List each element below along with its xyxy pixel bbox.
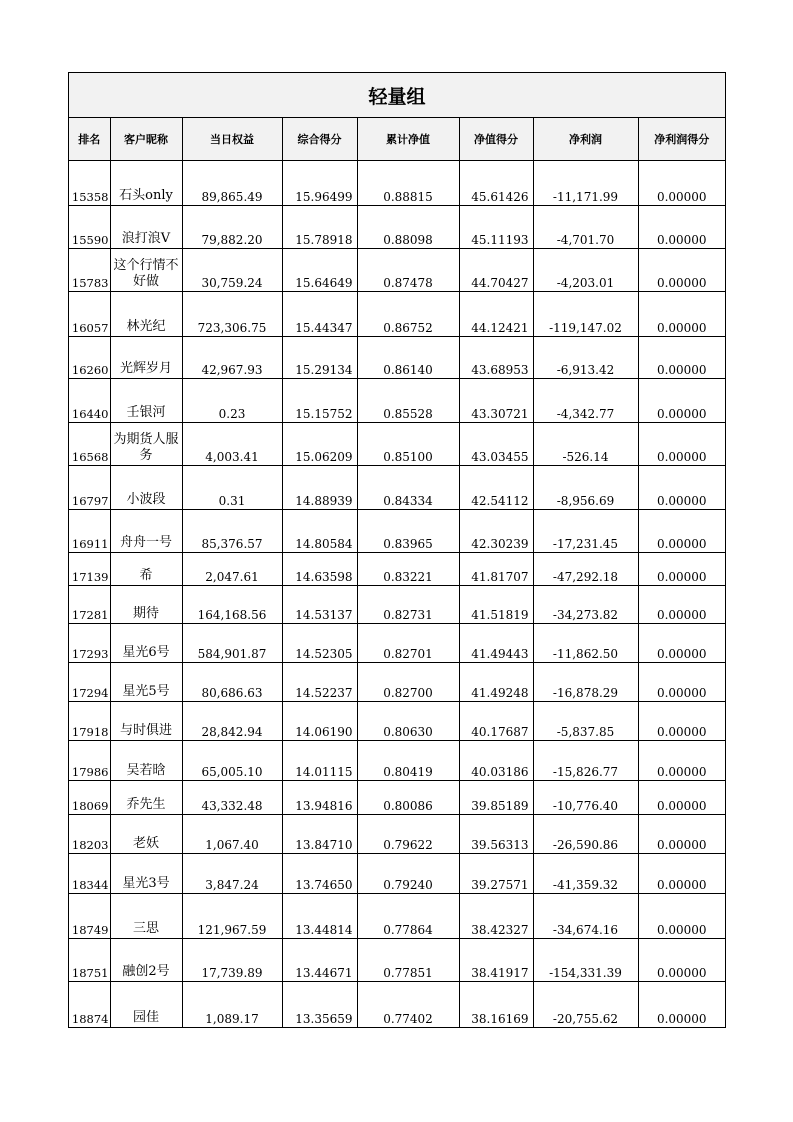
cell-rank: 18874 xyxy=(69,982,110,1027)
cell-score: 15.96499 xyxy=(282,161,357,206)
cell-nickname: 融创2号 xyxy=(110,939,182,982)
cell-profit-score: 0.00000 xyxy=(638,249,725,292)
cell-equity: 0.31 xyxy=(182,466,282,510)
cell-rank: 15358 xyxy=(69,161,110,206)
sheet-title: 轻量组 xyxy=(69,73,725,118)
cell-nav-score: 43.30721 xyxy=(459,379,533,423)
cell-equity: 1,089.17 xyxy=(182,982,282,1027)
cell-rank: 17139 xyxy=(69,553,110,586)
cell-nav: 0.84334 xyxy=(357,466,459,510)
cell-nav: 0.86752 xyxy=(357,292,459,337)
cell-equity: 723,306.75 xyxy=(182,292,282,337)
cell-score: 14.06190 xyxy=(282,702,357,741)
cell-profit: -526.14 xyxy=(533,423,638,466)
cell-profit: -16,878.29 xyxy=(533,663,638,702)
cell-nickname: 林光纪 xyxy=(110,292,182,337)
cell-rank: 18751 xyxy=(69,939,110,982)
table-row xyxy=(69,586,725,624)
cell-nav-score: 45.11193 xyxy=(459,206,533,249)
cell-nickname: 三思 xyxy=(110,894,182,939)
cell-equity: 17,739.89 xyxy=(182,939,282,982)
cell-profit-score: 0.00000 xyxy=(638,510,725,553)
cell-nav: 0.88815 xyxy=(357,161,459,206)
cell-nickname: 星光3号 xyxy=(110,854,182,894)
cell-nickname: 这个行情不好做 xyxy=(110,249,182,292)
cell-nav-score: 39.85189 xyxy=(459,781,533,815)
cell-nav: 0.80419 xyxy=(357,741,459,781)
table-row xyxy=(69,663,725,702)
cell-score: 13.84710 xyxy=(282,815,357,854)
table-row xyxy=(69,815,725,854)
cell-equity: 164,168.56 xyxy=(182,586,282,624)
table-header xyxy=(69,118,725,161)
table-row xyxy=(69,781,725,815)
cell-profit: -34,674.16 xyxy=(533,894,638,939)
cell-nickname: 为期货人服务 xyxy=(110,423,182,466)
table-row xyxy=(69,982,725,1027)
cell-score: 14.52237 xyxy=(282,663,357,702)
cell-nav-score: 40.17687 xyxy=(459,702,533,741)
cell-nav-score: 44.70427 xyxy=(459,249,533,292)
table-row xyxy=(69,466,725,510)
cell-score: 13.44814 xyxy=(282,894,357,939)
cell-rank: 16797 xyxy=(69,466,110,510)
header-nav: 累计净值 xyxy=(357,118,459,161)
cell-rank: 15783 xyxy=(69,249,110,292)
cell-rank: 16260 xyxy=(69,337,110,379)
cell-nav: 0.80086 xyxy=(357,781,459,815)
cell-nav: 0.83965 xyxy=(357,510,459,553)
cell-nav: 0.77402 xyxy=(357,982,459,1027)
cell-score: 14.63598 xyxy=(282,553,357,586)
cell-nickname: 吴若晗 xyxy=(110,741,182,781)
cell-nav-score: 45.61426 xyxy=(459,161,533,206)
cell-nav: 0.80630 xyxy=(357,702,459,741)
cell-equity: 85,376.57 xyxy=(182,510,282,553)
cell-nav-score: 43.68953 xyxy=(459,337,533,379)
cell-profit-score: 0.00000 xyxy=(638,781,725,815)
table-row xyxy=(69,292,725,337)
cell-profit-score: 0.00000 xyxy=(638,553,725,586)
header-row xyxy=(69,118,725,161)
cell-profit: -17,231.45 xyxy=(533,510,638,553)
cell-equity: 43,332.48 xyxy=(182,781,282,815)
cell-profit: -34,273.82 xyxy=(533,586,638,624)
cell-nav: 0.77864 xyxy=(357,894,459,939)
cell-nav-score: 39.56313 xyxy=(459,815,533,854)
cell-profit-score: 0.00000 xyxy=(638,586,725,624)
table-row xyxy=(69,553,725,586)
cell-score: 14.52305 xyxy=(282,624,357,663)
cell-nickname: 舟舟一号 xyxy=(110,510,182,553)
cell-nickname: 期待 xyxy=(110,586,182,624)
cell-score: 15.78918 xyxy=(282,206,357,249)
cell-nav-score: 41.49248 xyxy=(459,663,533,702)
cell-profit: -4,701.70 xyxy=(533,206,638,249)
cell-equity: 28,842.94 xyxy=(182,702,282,741)
cell-profit-score: 0.00000 xyxy=(638,741,725,781)
table-row xyxy=(69,894,725,939)
cell-profit: -47,292.18 xyxy=(533,553,638,586)
cell-nav-score: 39.27571 xyxy=(459,854,533,894)
cell-profit-score: 0.00000 xyxy=(638,663,725,702)
cell-profit-score: 0.00000 xyxy=(638,337,725,379)
cell-profit: -8,956.69 xyxy=(533,466,638,510)
cell-score: 13.44671 xyxy=(282,939,357,982)
cell-rank: 18069 xyxy=(69,781,110,815)
cell-equity: 79,882.20 xyxy=(182,206,282,249)
header-nav-score: 净值得分 xyxy=(459,118,533,161)
table-row xyxy=(69,161,725,206)
cell-nav-score: 40.03186 xyxy=(459,741,533,781)
cell-nickname: 光辉岁月 xyxy=(110,337,182,379)
cell-profit-score: 0.00000 xyxy=(638,423,725,466)
cell-rank: 16911 xyxy=(69,510,110,553)
cell-equity: 0.23 xyxy=(182,379,282,423)
cell-score: 14.01115 xyxy=(282,741,357,781)
cell-rank: 18749 xyxy=(69,894,110,939)
cell-nav-score: 41.81707 xyxy=(459,553,533,586)
table-row xyxy=(69,337,725,379)
cell-equity: 3,847.24 xyxy=(182,854,282,894)
cell-profit: -6,913.42 xyxy=(533,337,638,379)
cell-nav-score: 42.54112 xyxy=(459,466,533,510)
cell-rank: 15590 xyxy=(69,206,110,249)
cell-rank: 17918 xyxy=(69,702,110,741)
ranking-sheet xyxy=(68,72,726,1028)
cell-nickname: 星光5号 xyxy=(110,663,182,702)
cell-profit: -11,862.50 xyxy=(533,624,638,663)
cell-profit: -26,590.86 xyxy=(533,815,638,854)
cell-profit-score: 0.00000 xyxy=(638,206,725,249)
cell-profit: -154,331.39 xyxy=(533,939,638,982)
table-row xyxy=(69,423,725,466)
table-row xyxy=(69,624,725,663)
cell-profit-score: 0.00000 xyxy=(638,292,725,337)
cell-rank: 17294 xyxy=(69,663,110,702)
cell-score: 14.88939 xyxy=(282,466,357,510)
table-row xyxy=(69,510,725,553)
cell-rank: 17293 xyxy=(69,624,110,663)
cell-score: 13.94816 xyxy=(282,781,357,815)
cell-equity: 584,901.87 xyxy=(182,624,282,663)
header-equity: 当日权益 xyxy=(182,118,282,161)
cell-profit-score: 0.00000 xyxy=(638,624,725,663)
cell-profit: -15,826.77 xyxy=(533,741,638,781)
cell-nickname: 壬银河 xyxy=(110,379,182,423)
cell-profit: -4,342.77 xyxy=(533,379,638,423)
cell-rank: 16057 xyxy=(69,292,110,337)
cell-profit-score: 0.00000 xyxy=(638,379,725,423)
cell-profit-score: 0.00000 xyxy=(638,161,725,206)
cell-nav: 0.82731 xyxy=(357,586,459,624)
cell-nickname: 与时俱进 xyxy=(110,702,182,741)
cell-rank: 18344 xyxy=(69,854,110,894)
cell-profit: -10,776.40 xyxy=(533,781,638,815)
cell-profit-score: 0.00000 xyxy=(638,854,725,894)
cell-nickname: 老妖 xyxy=(110,815,182,854)
cell-nav: 0.85528 xyxy=(357,379,459,423)
cell-score: 13.35659 xyxy=(282,982,357,1027)
cell-score: 15.06209 xyxy=(282,423,357,466)
header-rank: 排名 xyxy=(69,118,110,161)
cell-rank: 16568 xyxy=(69,423,110,466)
cell-nav: 0.77851 xyxy=(357,939,459,982)
cell-profit: -41,359.32 xyxy=(533,854,638,894)
cell-profit: -119,147.02 xyxy=(533,292,638,337)
cell-nickname: 石头only xyxy=(110,161,182,206)
cell-nav-score: 44.12421 xyxy=(459,292,533,337)
header-nickname: 客户昵称 xyxy=(110,118,182,161)
cell-score: 15.64649 xyxy=(282,249,357,292)
cell-nickname: 希 xyxy=(110,553,182,586)
cell-equity: 4,003.41 xyxy=(182,423,282,466)
cell-nav: 0.82700 xyxy=(357,663,459,702)
cell-nickname: 星光6号 xyxy=(110,624,182,663)
cell-nickname: 园佳 xyxy=(110,982,182,1027)
table-row xyxy=(69,702,725,741)
cell-profit: -5,837.85 xyxy=(533,702,638,741)
cell-score: 13.74650 xyxy=(282,854,357,894)
cell-profit-score: 0.00000 xyxy=(638,466,725,510)
table-row xyxy=(69,206,725,249)
header-profit-score: 净利润得分 xyxy=(638,118,725,161)
cell-equity: 89,865.49 xyxy=(182,161,282,206)
cell-nav: 0.83221 xyxy=(357,553,459,586)
cell-rank: 17281 xyxy=(69,586,110,624)
cell-nav: 0.87478 xyxy=(357,249,459,292)
cell-rank: 16440 xyxy=(69,379,110,423)
cell-nav-score: 38.42327 xyxy=(459,894,533,939)
cell-profit: -11,171.99 xyxy=(533,161,638,206)
cell-equity: 30,759.24 xyxy=(182,249,282,292)
cell-nickname: 乔先生 xyxy=(110,781,182,815)
cell-nav-score: 43.03455 xyxy=(459,423,533,466)
table-row xyxy=(69,939,725,982)
table-body xyxy=(69,161,725,1027)
cell-equity: 1,067.40 xyxy=(182,815,282,854)
cell-score: 15.44347 xyxy=(282,292,357,337)
cell-profit-score: 0.00000 xyxy=(638,702,725,741)
cell-nav-score: 42.30239 xyxy=(459,510,533,553)
cell-rank: 18203 xyxy=(69,815,110,854)
cell-profit-score: 0.00000 xyxy=(638,894,725,939)
ranking-table xyxy=(69,118,725,1027)
table-row xyxy=(69,249,725,292)
cell-profit: -4,203.01 xyxy=(533,249,638,292)
header-score: 综合得分 xyxy=(282,118,357,161)
cell-equity: 65,005.10 xyxy=(182,741,282,781)
cell-nav-score: 41.49443 xyxy=(459,624,533,663)
cell-equity: 80,686.63 xyxy=(182,663,282,702)
cell-equity: 2,047.61 xyxy=(182,553,282,586)
cell-score: 15.29134 xyxy=(282,337,357,379)
cell-profit: -20,755.62 xyxy=(533,982,638,1027)
cell-profit-score: 0.00000 xyxy=(638,939,725,982)
header-profit: 净利润 xyxy=(533,118,638,161)
table-row xyxy=(69,741,725,781)
cell-nav-score: 41.51819 xyxy=(459,586,533,624)
cell-nav: 0.82701 xyxy=(357,624,459,663)
cell-equity: 42,967.93 xyxy=(182,337,282,379)
cell-score: 14.80584 xyxy=(282,510,357,553)
cell-nickname: 浪打浪V xyxy=(110,206,182,249)
cell-nav: 0.79240 xyxy=(357,854,459,894)
cell-nav: 0.85100 xyxy=(357,423,459,466)
cell-nickname: 小波段 xyxy=(110,466,182,510)
cell-nav: 0.88098 xyxy=(357,206,459,249)
cell-profit-score: 0.00000 xyxy=(656,1011,707,1026)
table-row xyxy=(69,854,725,894)
cell-score: 15.15752 xyxy=(282,379,357,423)
cell-nav-score: 38.16169 xyxy=(459,982,533,1027)
cell-score: 14.53137 xyxy=(282,586,357,624)
cell-equity: 121,967.59 xyxy=(182,894,282,939)
cell-nav: 0.86140 xyxy=(357,337,459,379)
cell-profit-score: 0.00000 xyxy=(638,815,725,854)
cell-nav-score: 38.41917 xyxy=(459,939,533,982)
cell-nav: 0.79622 xyxy=(357,815,459,854)
table-row xyxy=(69,379,725,423)
cell-rank: 17986 xyxy=(69,741,110,781)
